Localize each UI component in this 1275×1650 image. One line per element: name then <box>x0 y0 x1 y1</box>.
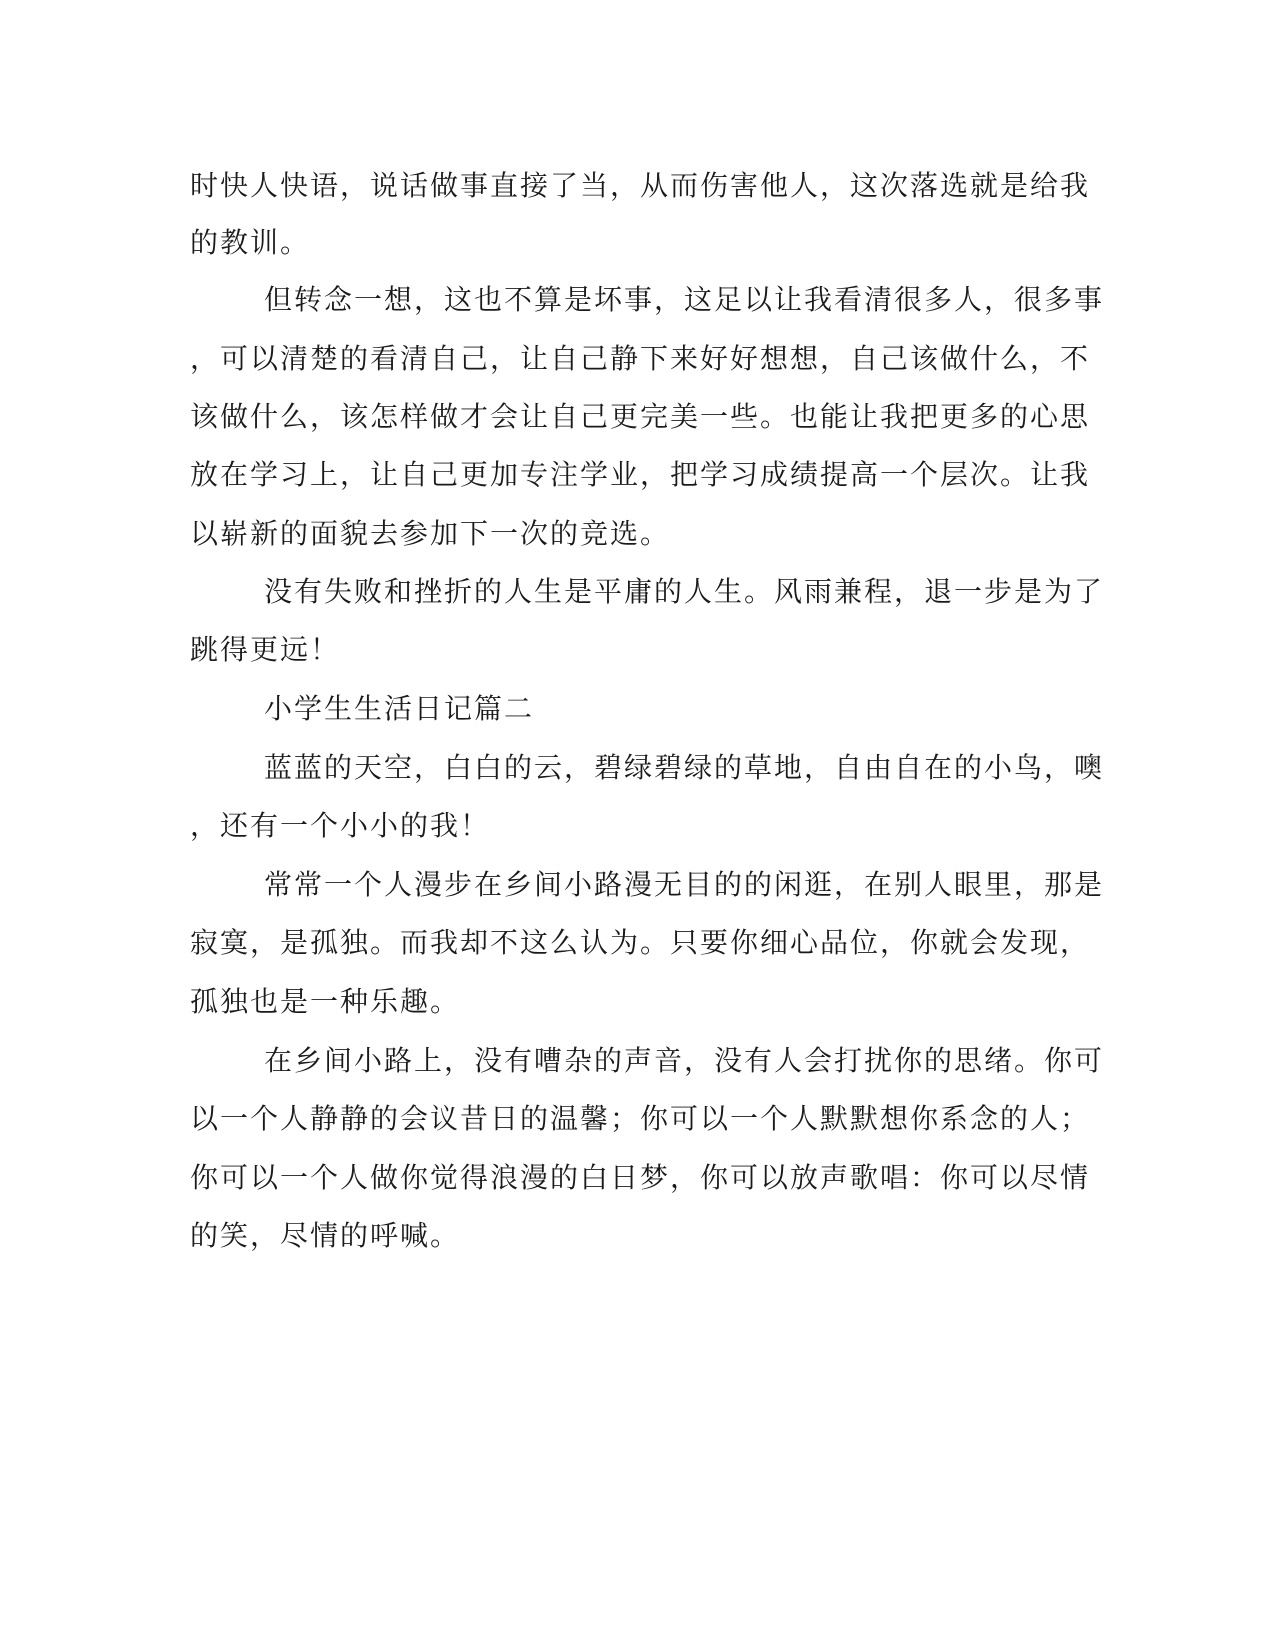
paragraph-4-line-2: ，还有一个小小的我！ <box>190 809 491 842</box>
paragraph-4-line-1: 蓝蓝的天空，白白的云，碧绿碧绿的草地，自由自在的小鸟，噢 <box>264 751 1105 784</box>
paragraph-6-line-4: 的笑，尽情的呼喊。 <box>190 1219 461 1252</box>
paragraph-5-line-3: 孤独也是一种乐趣。 <box>190 985 461 1018</box>
paragraph-6-line-2: 以一个人静静的会议昔日的温馨；你可以一个人默默想你系念的人； <box>190 1102 1091 1135</box>
paragraph-1-line-1: 时快人快语，说话做事直接了当，从而伤害他人，这次落选就是给我 <box>190 169 1091 202</box>
paragraph-3-line-2: 跳得更远！ <box>190 633 341 666</box>
section-heading: 小学生生活日记篇二 <box>264 692 535 725</box>
paragraph-2-line-5: 以崭新的面貌去参加下一次的竞选。 <box>190 517 671 550</box>
paragraph-1-line-2: 的教训。 <box>190 226 311 259</box>
paragraph-2-line-3: 该做什么，该怎样做才会让自己更完美一些。也能让我把更多的心思 <box>190 400 1091 433</box>
paragraph-5-line-2: 寂寞，是孤独。而我却不这么认为。只要你细心品位，你就会发现， <box>190 926 1091 959</box>
paragraph-2-line-1: 但转念一想，这也不算是坏事，这足以让我看清很多人，很多事 <box>264 283 1105 316</box>
paragraph-3-line-1: 没有失败和挫折的人生是平庸的人生。风雨兼程，退一步是为了 <box>264 575 1105 608</box>
paragraph-2-line-2: ，可以清楚的看清自己，让自己静下来好好想想，自己该做什么，不 <box>190 342 1091 375</box>
paragraph-2-line-4: 放在学习上，让自己更加专注学业，把学习成绩提高一个层次。让我 <box>190 458 1091 491</box>
paragraph-6-line-3: 你可以一个人做你觉得浪漫的白日梦，你可以放声歌唱：你可以尽情 <box>190 1161 1091 1194</box>
paragraph-5-line-1: 常常一个人漫步在乡间小路漫无目的的闲逛，在别人眼里，那是 <box>264 868 1105 901</box>
paragraph-6-line-1: 在乡间小路上，没有嘈杂的声音，没有人会打扰你的思绪。你可 <box>264 1044 1105 1077</box>
